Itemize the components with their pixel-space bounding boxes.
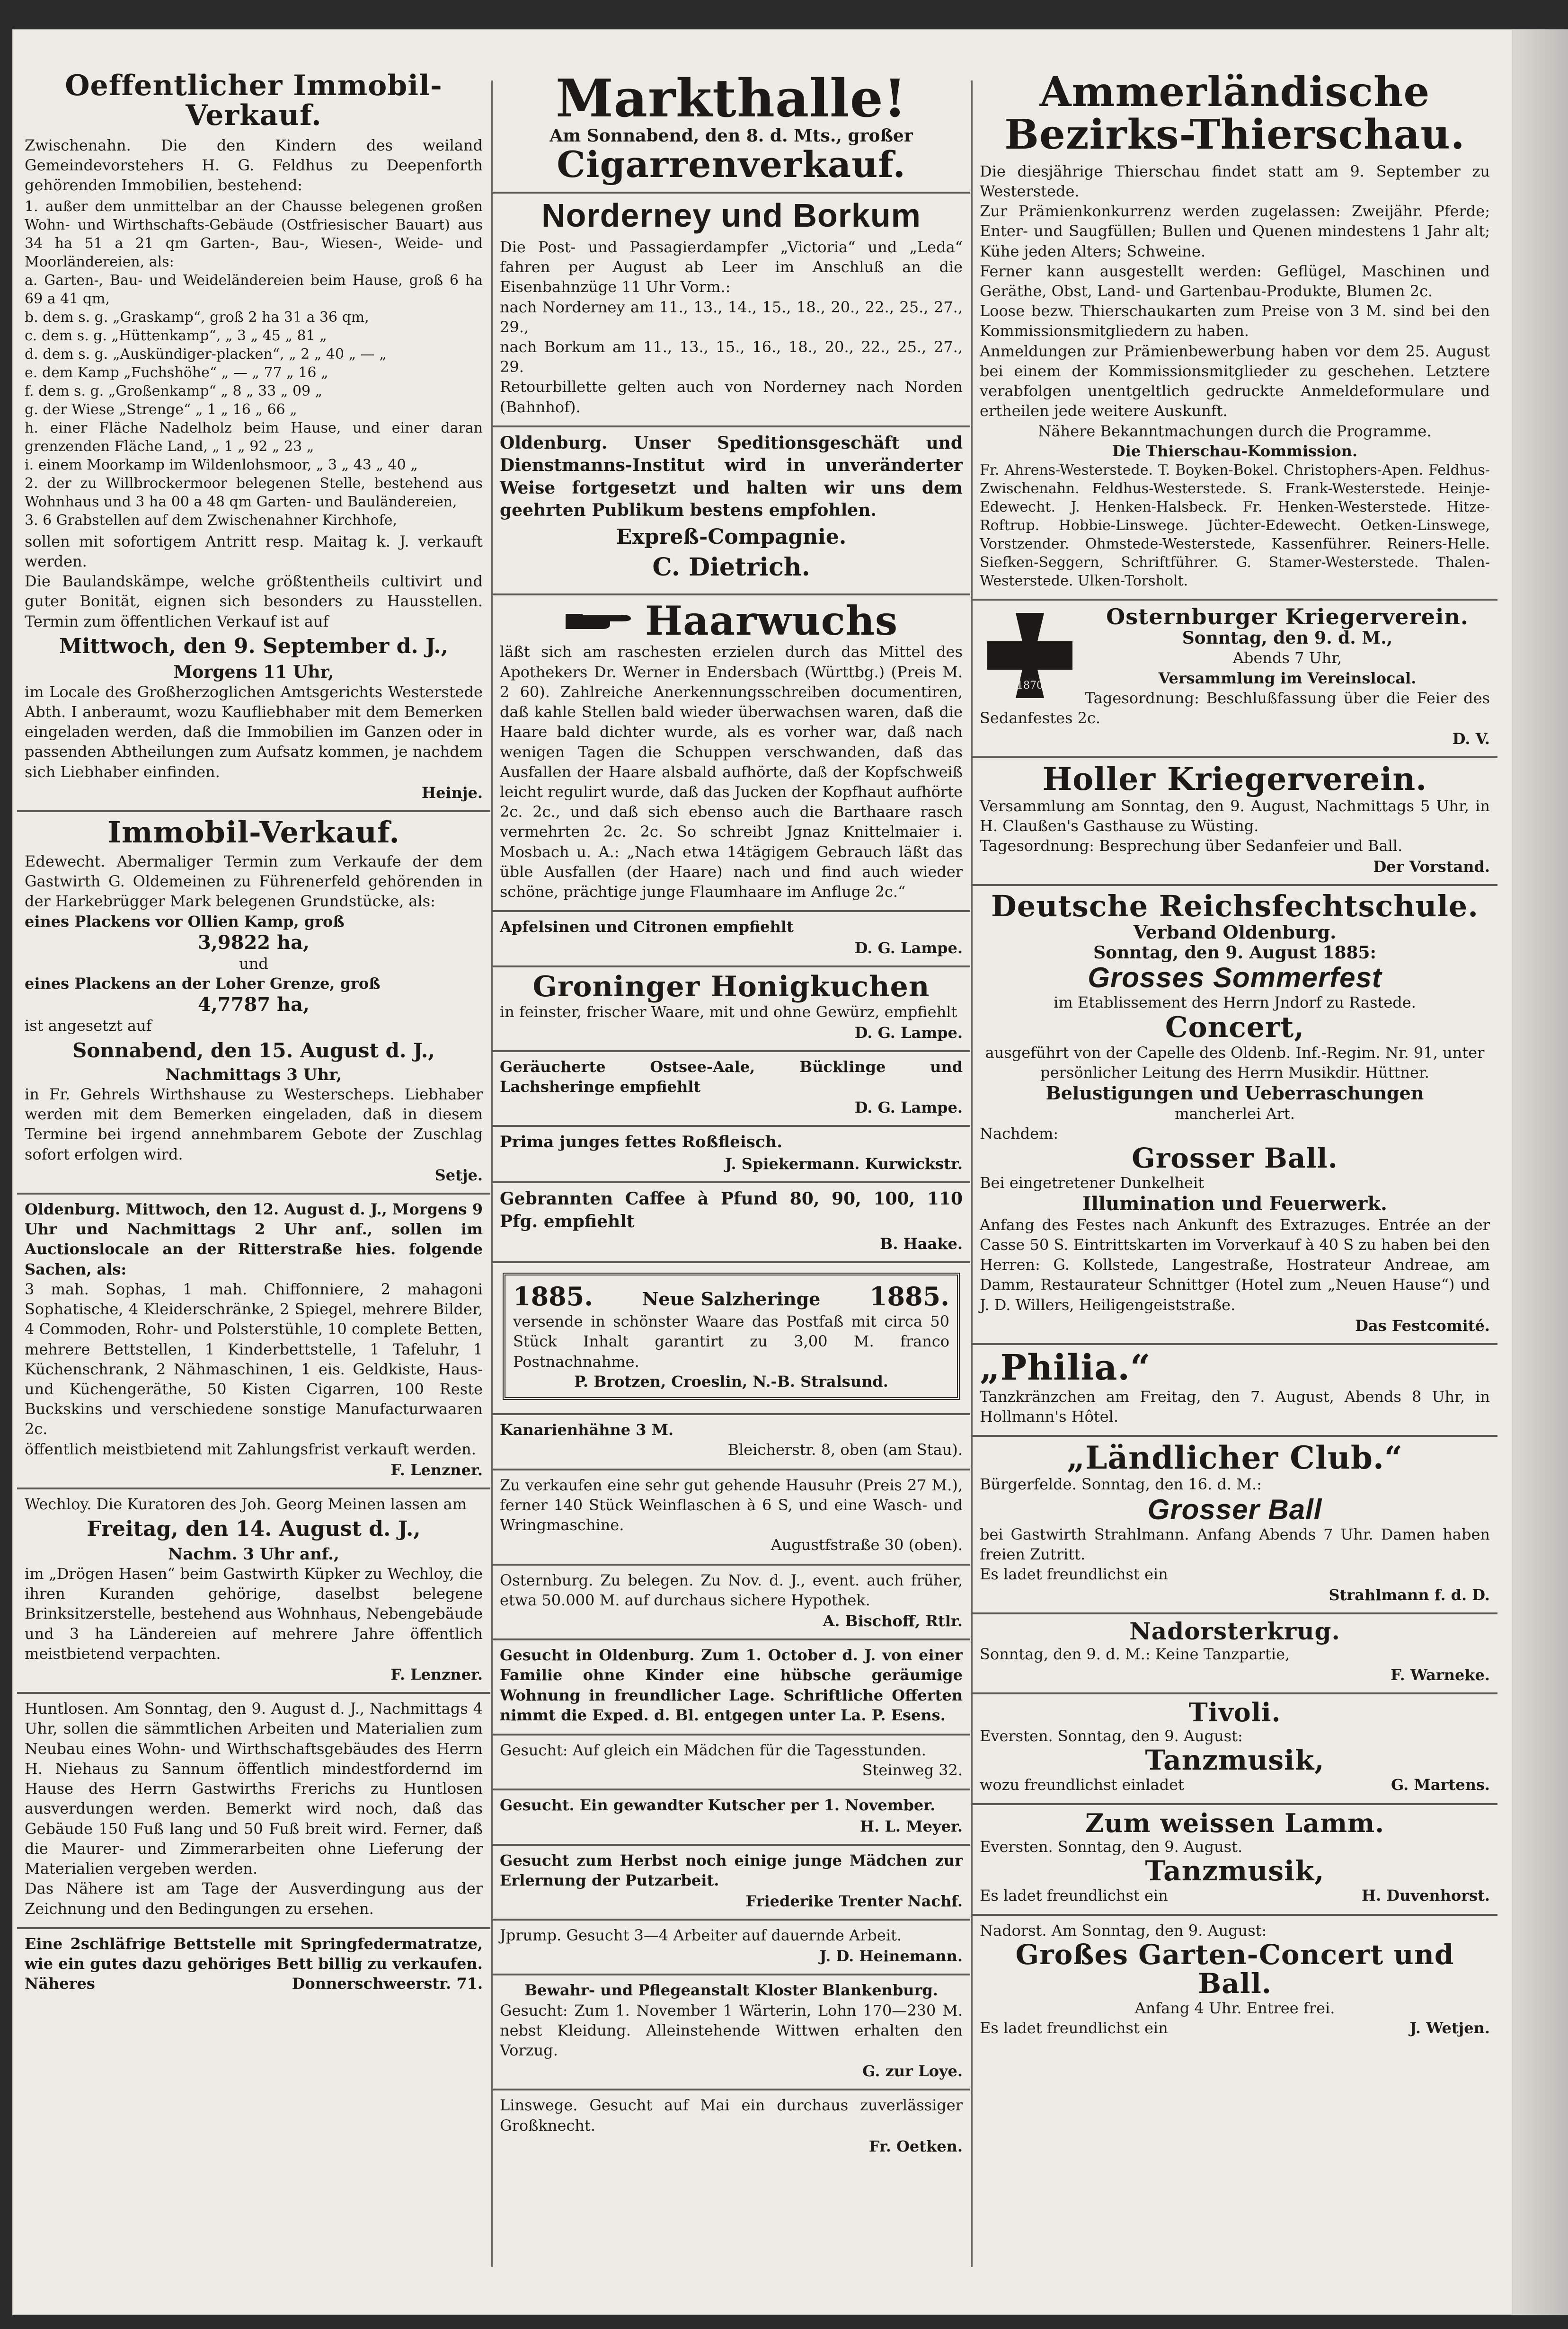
ad-holler-kriegerverein: [972, 758, 1497, 886]
ad-text: Apfelsinen und Citronen empfiehlt: [500, 918, 794, 936]
ad-title: Holler Kriegerverein.: [1042, 761, 1427, 798]
ad-text: Jprump. Gesucht 3—4 Arbeiter auf dauernde Arbeit.: [500, 1926, 902, 1945]
year: 1885.: [513, 1281, 594, 1312]
ad-laendlicher-club: [972, 1437, 1497, 1614]
ad-title: „Philia.“: [980, 1347, 1151, 1388]
signature: H. L. Meyer.: [859, 1817, 963, 1835]
ad-text: Eversten. Sonntag, den 9. August.: [980, 1837, 1243, 1856]
ad-footer: [980, 1775, 1490, 1795]
ad-text: Anfang 4 Uhr. Entree frei.: [1134, 1999, 1335, 2018]
ad-text: Osternburg. Zu belegen. Zu Nov. d. J., event. auch früher, etwa 50.000 M. auf durchaus sichere Hypothek.: [500, 1571, 963, 1609]
ad-text: Retourbillette gelten auch von Norderney nach Norden (Bahnhof).: [500, 378, 963, 416]
ad-text: Zu verkaufen eine sehr gut gehende Hausuhr (Preis 27 M.), ferner 140 Stück Weinflaschen à 6 S, und eine Wasch- und Wringmaschine.: [500, 1476, 963, 1534]
ad-text: Nadorst. Am Sonntag, den 9. August:: [980, 1922, 1267, 1940]
ad-kanarienhaehne: [492, 1415, 970, 1470]
list-item: 2. der zu Willbrockermoor belegenen Stelle, bestehend aus Wohnhaus und 3 ha 00 a 48 qm Garten- und Bauländereien,: [25, 475, 483, 510]
ad-title: Haarwuchs: [645, 597, 898, 645]
ad-text: Sonntag, den 9. d. M.: Keine Tanzpartie,: [980, 1645, 1290, 1663]
signature: Friederike Trenter Nachf.: [745, 1892, 963, 1911]
ad-text: Linswege. Gesucht auf Mai ein durchaus zuverlässiger Großknecht.: [500, 2096, 963, 2134]
column-right: [972, 66, 1497, 2047]
ad-weisses-lamm: [972, 1805, 1497, 1916]
ad-text: Die Baulandskämpe, welche größtentheils cultivirt und guter Bonität, eignen sich besonders zu Hausstellen. Termin zum öffentlichen Verkauf ist auf: [25, 572, 483, 630]
ad-text: im Etablissement des Herrn Jndorf zu Rastede.: [1054, 993, 1416, 1012]
ad-text: in Fr. Gehrels Wirthshause zu Westerscheps. Liebhaber werden mit dem Bemerken eingeladen, daß in diesem Termine bei irgend annehmbarem Gebote der Zuschlag sofort erfolgen wird.: [25, 1085, 483, 1163]
ad-nadorsterkrug: [972, 1614, 1497, 1694]
ad-title: Markthalle!: [555, 68, 907, 129]
schedule-norderney: nach Norderney am 11., 13., 14., 15., 18., 20., 22., 25., 27., 29.,: [500, 298, 963, 336]
signature: Heinje.: [421, 783, 483, 802]
ad-text: Am Sonnabend, den 8. d. Mts., großer: [549, 125, 913, 146]
signature: J. D. Heinemann.: [819, 1947, 963, 1966]
ad-text: Das Nähere ist am Tage der Ausverdingung aus der Zeichnung und den Bedingungen zu ersehen.: [25, 1879, 483, 1918]
ad-text: Die Post- und Passagierdampfer „Victoria“ und „Leda“ fahren per August ab Leer im Anschluß an die Eisenbahnzüge 11 Uhr Vorm.:: [500, 238, 963, 296]
event-ball: Grosser Ball: [1147, 1493, 1322, 1525]
event-date: Sonntag, den 9. d. M.,: [1182, 628, 1393, 648]
ad-wohnung-gesucht: [492, 1640, 970, 1736]
ad-nadorst-concert: [972, 1916, 1497, 2046]
ad-hypothek: [492, 1566, 970, 1640]
list-item: e. dem Kamp „Fuchshöhe“ „ — „ 77 „ 16 „: [25, 364, 328, 381]
ad-footer: [25, 1974, 483, 1993]
ad-osternburger-kriegerverein: [972, 601, 1497, 758]
list-item: d. dem s. g. „Auskündiger-placken“, „ 2 „ 40 „ — „: [25, 345, 387, 363]
ad-text: Wechloy. Die Kuratoren des Joh. Georg Meinen lassen am: [25, 1495, 467, 1513]
box-header: [513, 1281, 949, 1311]
ad-markthalle: [492, 66, 970, 194]
ad-tivoli: [972, 1694, 1497, 1805]
event-dance: Tanzmusik,: [1145, 1855, 1325, 1887]
ad-title: Nadorsterkrug.: [1129, 1617, 1340, 1646]
ad-text: Tagesordnung: Besprechung über Sedanfeier und Ball.: [980, 837, 1403, 855]
ad-title: Oeffentlicher Immobil-Verkauf.: [65, 69, 443, 132]
ad-title: Norderney und Borkum: [541, 197, 921, 234]
ad-text: Es ladet freundlichst ein: [980, 1886, 1168, 1904]
ad-caffee: [492, 1183, 970, 1263]
ad-text: und: [239, 954, 268, 973]
column-middle: [492, 66, 970, 2164]
ad-ostsee-aale: [492, 1052, 970, 1127]
event-ball: Grosser Ball.: [1132, 1142, 1338, 1174]
ad-text: Oldenburg. Mittwoch, den 12. August d. J., Morgens 9 Uhr und Nachmittags 2 Uhr anf., sollen im Auctionslocale an der Ritterstraße hies. folgende Sachen, als:: [25, 1200, 483, 1278]
ad-text: Oldenburg. Unser Speditionsgeschäft und Dienstmanns-Institut wird in unveränderter Weise fortgesetzt und halten wir uns dem geehrten Publikum bestens empfohlen.: [500, 433, 963, 521]
signature: Der Vorstand.: [1373, 858, 1490, 876]
event-date: Sonntag, den 9. August 1885:: [1093, 943, 1376, 963]
commission-title: Die Thierschau-Kommission.: [1112, 442, 1358, 460]
year: 1885.: [869, 1281, 949, 1312]
ad-immobil-verkauf-zwischenahn: [17, 66, 490, 812]
ad-title: Großes Garten-Concert und Ball.: [1015, 1939, 1454, 2000]
ad-title: Osternburger Kriegerverein.: [1106, 604, 1469, 630]
ad-immobil-verkauf-edewecht: [17, 812, 490, 1195]
ad-text: Bei eingetretener Dunkelheit: [980, 1173, 1205, 1192]
ad-text: Zwischenahn. Die den Kindern des weiland Gemeindevorstehers H. G. Feldhus zu Deepenforth gehörenden Immobilien, bestehend:: [25, 136, 483, 195]
signature: F. Lenzner.: [390, 1461, 483, 1479]
ad-text: Gesucht: Zum 1. November 1 Wärterin, Lohn 170—230 M. nebst Kleidung. Alleinstehende Wittwen erhalten den Vorzug.: [500, 2001, 963, 2060]
ad-text: Gesucht: Auf gleich ein Mädchen für die Tagesstunden.: [500, 1741, 926, 1759]
ad-title: „Ländlicher Club.“: [1066, 1439, 1403, 1477]
ad-text: Geräucherte Ostsee-Aale, Bücklinge und Lachsheringe empfiehlt: [500, 1057, 963, 1096]
ad-text: Es ladet freundlichst ein: [980, 1565, 1168, 1584]
signature: A. Bischoff, Rtlr.: [823, 1612, 963, 1630]
signature: Setje.: [434, 1166, 483, 1184]
box-title: Neue Salzheringe: [642, 1288, 821, 1310]
parcel-size: 3,9822 ha,: [198, 931, 310, 954]
address: Donnerschweerstr. 71.: [292, 1975, 483, 1993]
ad-headline: Cigarrenverkauf.: [557, 143, 906, 186]
ad-text: Nähere Bekanntmachungen durch die Programme.: [1038, 422, 1432, 440]
event-name: Grosses Sommerfest: [1088, 962, 1382, 994]
event-illumination: Illumination und Feuerwerk.: [1082, 1192, 1387, 1215]
signature: H. Duvenhorst.: [1361, 1886, 1490, 1904]
ad-text: Anmeldungen zur Prämienbewerbung haben vor dem 25. August bei einem der Kommissionsmitglieder zu geschehen. Letztere verabfolgen unentgeltlich gedruckte Anmeldeformulare und ertheilen jede weitere Auskunft.: [980, 342, 1490, 420]
ad-subtitle: Verband Oldenburg.: [1133, 921, 1337, 943]
ad-salzheringe: [492, 1263, 970, 1415]
ad-text: Kanarienhähne 3 M.: [500, 1421, 674, 1439]
ad-apfelsinen: [492, 912, 970, 967]
signature: F. Warneke.: [1391, 1666, 1490, 1684]
ad-text: Es ladet freundlichst ein: [980, 2019, 1168, 2037]
ad-text: Edewecht. Abermaliger Termin zum Verkaufe der dem Gastwirth G. Oldemeinen zu Führenerfeld gehörenden in der Harkebrügger Mark belegenen Grundstücke, als:: [25, 852, 483, 911]
ad-arbeiter-gesucht: [492, 1921, 970, 1975]
ad-pflegeanstalt: [492, 1975, 970, 2090]
ad-text: öffentlich meistbietend mit Zahlungsfrist verkauft werden.: [25, 1440, 476, 1458]
property-list: [25, 197, 483, 530]
list-item: h. einer Fläche Nadelholz beim Hause, und einer daran grenzenden Fläche Land, „ 1 „ 92 „ 23 „: [25, 419, 483, 455]
ad-text: ist angesetzt auf: [25, 1017, 152, 1035]
ad-hausuhr: [492, 1470, 970, 1566]
ad-text: Bürgerfelde. Sonntag, den 16. d. M.:: [980, 1475, 1262, 1494]
ad-expreß-compagnie: [492, 427, 970, 595]
ad-philia: [972, 1345, 1497, 1437]
signature: D. G. Lampe.: [854, 1023, 963, 1042]
list-item: c. dem s. g. „Hüttenkamp“, „ 3 „ 45 „ 81 „: [25, 327, 327, 344]
ad-text: Gebrannten Caffee à Pfund 80, 90, 100, 110 Pfg. empfiehlt: [500, 1189, 963, 1231]
signature: F. Lenzner.: [390, 1665, 483, 1684]
ad-huntlosen: [17, 1694, 490, 1929]
signature: B. Haake.: [880, 1235, 963, 1253]
ad-text: Näheres: [25, 1975, 95, 1993]
ad-text: Gesucht. Ein gewandter Kutscher per 1. November.: [500, 1796, 936, 1815]
ad-text: Belustigungen und Ueberraschungen: [1045, 1082, 1424, 1104]
parcel-size: 4,7787 ha,: [198, 993, 310, 1016]
ad-text: Anfang des Festes nach Ankunft des Extrazuges. Entrée an der Casse 50 S. Eintrittskarten im Vorverkauf à 40 S zu haben bei den Herren: G. Kollstede, Langestraße, Hostrateur Andreae, am Damm, Restaurateur Schnittger (Hotel zum „Neuen Hause“) und J. D. Willers, Heiligengeiststraße.: [980, 1215, 1490, 1314]
list-item: f. dem s. g. „Großenkamp“ „ 8 „ 33 „ 09 „: [25, 382, 323, 399]
auction-time: Nachmittags 3 Uhr,: [165, 1065, 342, 1084]
ad-text: Eversten. Sonntag, den 9. August:: [980, 1727, 1243, 1745]
ad-haarwuchs: [492, 595, 970, 912]
signature: Strahlmann f. d. D.: [1329, 1586, 1490, 1604]
page-edge-shadow: [1513, 29, 1568, 2315]
column-left: [17, 66, 490, 2002]
iron-cross-icon: [983, 608, 1077, 703]
list-item: b. dem s. g. „Graskamp“, groß 2 ha 31 a 36 qm,: [25, 309, 369, 326]
ad-title: Groninger Honigkuchen: [532, 970, 930, 1003]
auction-date: Sonnabend, den 15. August d. J.,: [72, 1038, 435, 1062]
ad-grossknecht: [492, 2090, 970, 2163]
signature: P. Brotzen, Croeslin, N.-B. Stralsund.: [574, 1372, 888, 1390]
ad-text: Tagesordnung: Beschlußfassung über die Feier des Sedanfestes 2c.: [980, 689, 1490, 727]
auction-date: Freitag, den 14. August d. J.,: [87, 1517, 421, 1541]
ad-rossfleisch: [492, 1127, 970, 1183]
ad-bettstelle: [17, 1929, 490, 2002]
list-item: 1. außer dem unmittelbar an der Chausse belegenen großen Wohn- und Wirthschafts-Gebäude (Ostfriesischer Bauart) aus 34 ha 51 a 21 qm Garten-, Bau-, Wiesen-, Weide- und Moorländereien, als:: [25, 198, 483, 270]
event-dance: Tanzmusik,: [1145, 1744, 1325, 1776]
ad-text: Zur Prämienkonkurrenz werden zugelassen: Zweijähr. Pferde; Enter- und Saugfüllen; Bullen und Quenen mindestens 1 Jahr alt; Kühe jeden Alters; Schweine.: [980, 202, 1490, 260]
ad-title: Deutsche Reichsfechtschule.: [991, 889, 1479, 924]
list-item: i. einem Moorkamp im Wildenlohsmoor, „ 3 „ 43 „ 40 „: [25, 456, 418, 473]
ad-wechloy: [17, 1489, 490, 1694]
address: Augustfstraße 30 (oben).: [771, 1536, 963, 1554]
pointing-hand-icon: [565, 608, 636, 634]
ad-text: Gesucht zum Herbst noch einige junge Mädchen zur Erlernung der Putzarbeit.: [500, 1851, 963, 1889]
address: Steinweg 32.: [862, 1761, 963, 1780]
parcel-label: eines Plackens an der Loher Grenze, groß: [25, 974, 381, 993]
ad-title: Bezirks-Thierschau.: [1004, 111, 1465, 159]
signature: Fr. Oetken.: [868, 2137, 963, 2155]
signature: D. G. Lampe.: [854, 939, 963, 957]
ad-footer: [980, 2018, 1490, 2038]
ad-text: im „Drögen Hasen“ beim Gastwirth Küpker zu Wechloy, die ihren Kuranden gehörige, daselbst belegene Brinksitzerstelle, bestehend aus Wohnhaus, Nebengebäude und 3 ha Ländereien auf mehrere Jahre öffentlich meistbietend verpachten.: [25, 1564, 483, 1663]
framed-box: [503, 1273, 960, 1400]
ad-text: in feinster, frischer Waare, mit und ohne Gewürz, empfiehlt: [500, 1002, 957, 1021]
company-name: Expreß-Compagnie.: [616, 524, 847, 549]
ad-text: Gesucht in Oldenburg. Zum 1. October d. J. von einer Familie ohne Kinder eine hübsche geräumige Wohnung in freundlicher Lage. Schriftliche Offerten nimmt die Exped. d. Bl. entgegen unter La. P. Esens.: [500, 1646, 963, 1724]
ad-title: Bewahr- und Pflegeanstalt Kloster Blankenburg.: [524, 1981, 938, 2000]
company-owner: C. Dietrich.: [652, 552, 810, 582]
signature: G. Martens.: [1391, 1775, 1490, 1794]
cross-year: 1870: [1017, 680, 1043, 692]
ad-title: Immobil-Verkauf.: [107, 815, 400, 850]
ad-norderney-borkum: [492, 194, 970, 427]
ad-auction-oldenburg: [17, 1195, 490, 1489]
signature: D. G. Lampe.: [854, 1098, 963, 1117]
ad-text: sollen mit sofortigem Antritt resp. Maitag k. J. verkauft werden.: [25, 532, 483, 570]
ad-text: versende in schönster Waare das Postfaß mit circa 50 Stück Inhalt garantirt zu 3,00 M. franco Postnachnahme.: [513, 1312, 949, 1371]
ad-kutscher-gesucht: [492, 1790, 970, 1845]
signature: J. Wetjen.: [1409, 2019, 1490, 2037]
parcel-label: eines Plackens vor Ollien Kamp, groß: [25, 912, 345, 930]
ad-text: läßt sich am raschesten erzielen durch das Mittel des Apothekers Dr. Werner in Endersbach (Württbg.) (Preis M. 2 60). Zahlreiche Anerkennungsschreiben documentiren, daß kahle Stellen bald wieder überwachsen waren, daß die Haare bald dichter wurde, als es vorher war, daß nach wenigen Tagen die Schuppen verschwanden, daß das Ausfallen der Haare alsbald aufhörte, daß der Kopfschweiß leicht regulirt wurde, daß das Jucken der Kopfhaut aufhörte 2c. 2c., und daß sich ebenso auch die Barthaare rasch vermehrten 2c. 2c. So schreibt Jgnaz Knittelmaier i. Mosbach u. A.: „Nach etwa 14tägigem Gebrauch läßt das üble Ausfallen (der Haare) nach und find auch wieder schöne, prächtige junge Flaumhaare im Anfluge 2c.“: [500, 643, 963, 901]
ad-text: Loose bezw. Thierschaukarten zum Preise von 3 M. sind bei den Kommissionsmitgliedern zu haben.: [980, 302, 1490, 340]
ad-text: Eine 2schläfrige Bettstelle mit Springfedermatratze, wie ein gutes dazu gehöriges Bett billig zu verkaufen.: [25, 1934, 483, 1973]
ad-text: Versammlung im Vereinslocal.: [1158, 669, 1417, 687]
auction-time: Morgens 11 Uhr,: [173, 662, 334, 682]
ad-thierschau: [972, 66, 1497, 601]
signature: Das Festcomité.: [1355, 1316, 1490, 1335]
ad-text: ausgeführt von der Capelle des Oldenb. Inf.-Regim. Nr. 91, unter persönlicher Leitung des Herrn Musikdir. Hüttner.: [985, 1043, 1485, 1081]
event-concert: Concert,: [1165, 1010, 1305, 1044]
ad-text: bei Gastwirth Strahlmann. Anfang Abends 7 Uhr. Damen haben freien Zutritt.: [980, 1525, 1490, 1563]
event-time: Abends 7 Uhr,: [1232, 649, 1342, 667]
ad-honigkuchen: [492, 967, 970, 1052]
ad-text: mancherlei Art.: [1175, 1105, 1295, 1123]
list-item: a. Garten-, Bau- und Weideländereien beim Hause, groß 6 ha 69 a 41 qm,: [25, 272, 483, 307]
address: Bleicherstr. 8, oben (am Stau).: [727, 1441, 963, 1459]
ad-maedchen-gesucht: [492, 1736, 970, 1790]
signature: D. V.: [1452, 730, 1490, 748]
ad-text: 3 mah. Sophas, 1 mah. Chiffonniere, 2 mahagoni Sophatische, 4 Kleiderschränke, 2 Spiegel, mehrere Bilder, 4 Commoden, Rohr- und Polsterstühle, 10 complete Betten, mehrere Bettstellen, 1 Kinderbettstelle, 1 Tafeluhr, 1 Küchenschrank, 2 Nähmaschinen, 1 eis. Geldkiste, Haus- und Küchengeräthe, 50 Kisten Cigarren, 100 Reste Buckskins und verschiedene sonstige Manufacturwaaren 2c.: [25, 1280, 483, 1438]
ad-header: [500, 597, 963, 645]
ad-title: Zum weissen Lamm.: [1085, 1808, 1385, 1839]
ad-title: Tivoli.: [1188, 1697, 1281, 1728]
signature: G. zur Loye.: [862, 2062, 963, 2081]
ad-text: Versammlung am Sonntag, den 9. August, Nachmittags 5 Uhr, in H. Claußen's Gasthause zu Wüsting.: [980, 797, 1490, 835]
ad-title: Ammerländische: [1039, 68, 1430, 116]
list-item: g. der Wiese „Strenge“ „ 1 „ 16 „ 66 „: [25, 401, 297, 418]
ad-text: im Locale des Großherzoglichen Amtsgerichts Westerstede Abth. I anberaumt, wozu Kaufliebhaber mit dem Bemerken eingeladen werden, daß die Immobilien im Ganzen oder in passenden Abtheilungen zum Aufsatz kommen, je nachdem sich Liebhaber einfinden.: [25, 682, 483, 781]
ad-text: Nachdem:: [980, 1125, 1059, 1143]
auction-date: Mittwoch, den 9. September d. J.,: [59, 634, 449, 658]
ad-putzarbeit: [492, 1846, 970, 1921]
ad-text: Huntlosen. Am Sonntag, den 9. August d. J., Nachmittags 4 Uhr, sollen die sämmtlichen Arbeiten und Materialien zum Neubau eines Wohn- und Wirthschaftsgebäudes des Herrn H. Niehaus zu Sannum öffentlich mindestfordernd im Hause des Herrn Gastwirths Frerichs zu Huntlosen ausverdungen werden. Bemerkt wird noch, daß das Gebäude 150 Fuß lang und 50 Fuß breit wird. Ferner, daß die Maurer- und Zimmerarbeiten ohne Lieferung der Materialien vergeben werden.: [25, 1700, 483, 1878]
ad-reichsfechtschule: [972, 886, 1497, 1345]
ad-text: Tanzkränzchen am Freitag, den 7. August, Abends 8 Uhr, in Hollmann's Hôtel.: [980, 1387, 1490, 1426]
ad-text: wozu freundlichst einladet: [980, 1775, 1184, 1794]
signature: J. Spiekermann. Kurwickstr.: [725, 1155, 963, 1173]
ad-text: Prima junges fettes Roßfleisch.: [500, 1133, 783, 1152]
ad-text: Ferner kann ausgestellt werden: Geflügel, Maschinen und Geräthe, Obst, Land- und Gartenbau-Produkte, Blumen 2c.: [980, 262, 1490, 300]
list-item: 3. 6 Grabstellen auf dem Zwischenahner Kirchhofe,: [25, 512, 398, 529]
ad-footer: [980, 1886, 1490, 1905]
auction-time: Nachm. 3 Uhr anf.,: [168, 1544, 339, 1564]
commission-members: Fr. Ahrens-Westerstede. T. Boyken-Bokel. Christophers-Apen. Feldhus-Zwischenahn. Feldhus-Westerstede. S. Frank-Westerstede. Heinje-Edewecht. J. Henken-Halsbeck. Fr. Henken-Westerstede. Hitze-Roftrup. Hobbie-Linswege. Jüchter-Edewecht. Oetken-Linswege, Vorstzender. Ohmstede-Westerstede, Kassenführer. Reiners-Helle. Siefken-Seggern, Schriftführer. G. Stamer-Westerstede. Thalen-Westerstede. Ulken-Torsholt.: [980, 462, 1490, 590]
ad-text: Die diesjährige Thierschau findet statt am 9. September zu Westerstede.: [980, 162, 1490, 200]
schedule-borkum: nach Borkum am 11., 13., 15., 16., 18., 20., 22., 25., 27., 29.: [500, 337, 963, 376]
